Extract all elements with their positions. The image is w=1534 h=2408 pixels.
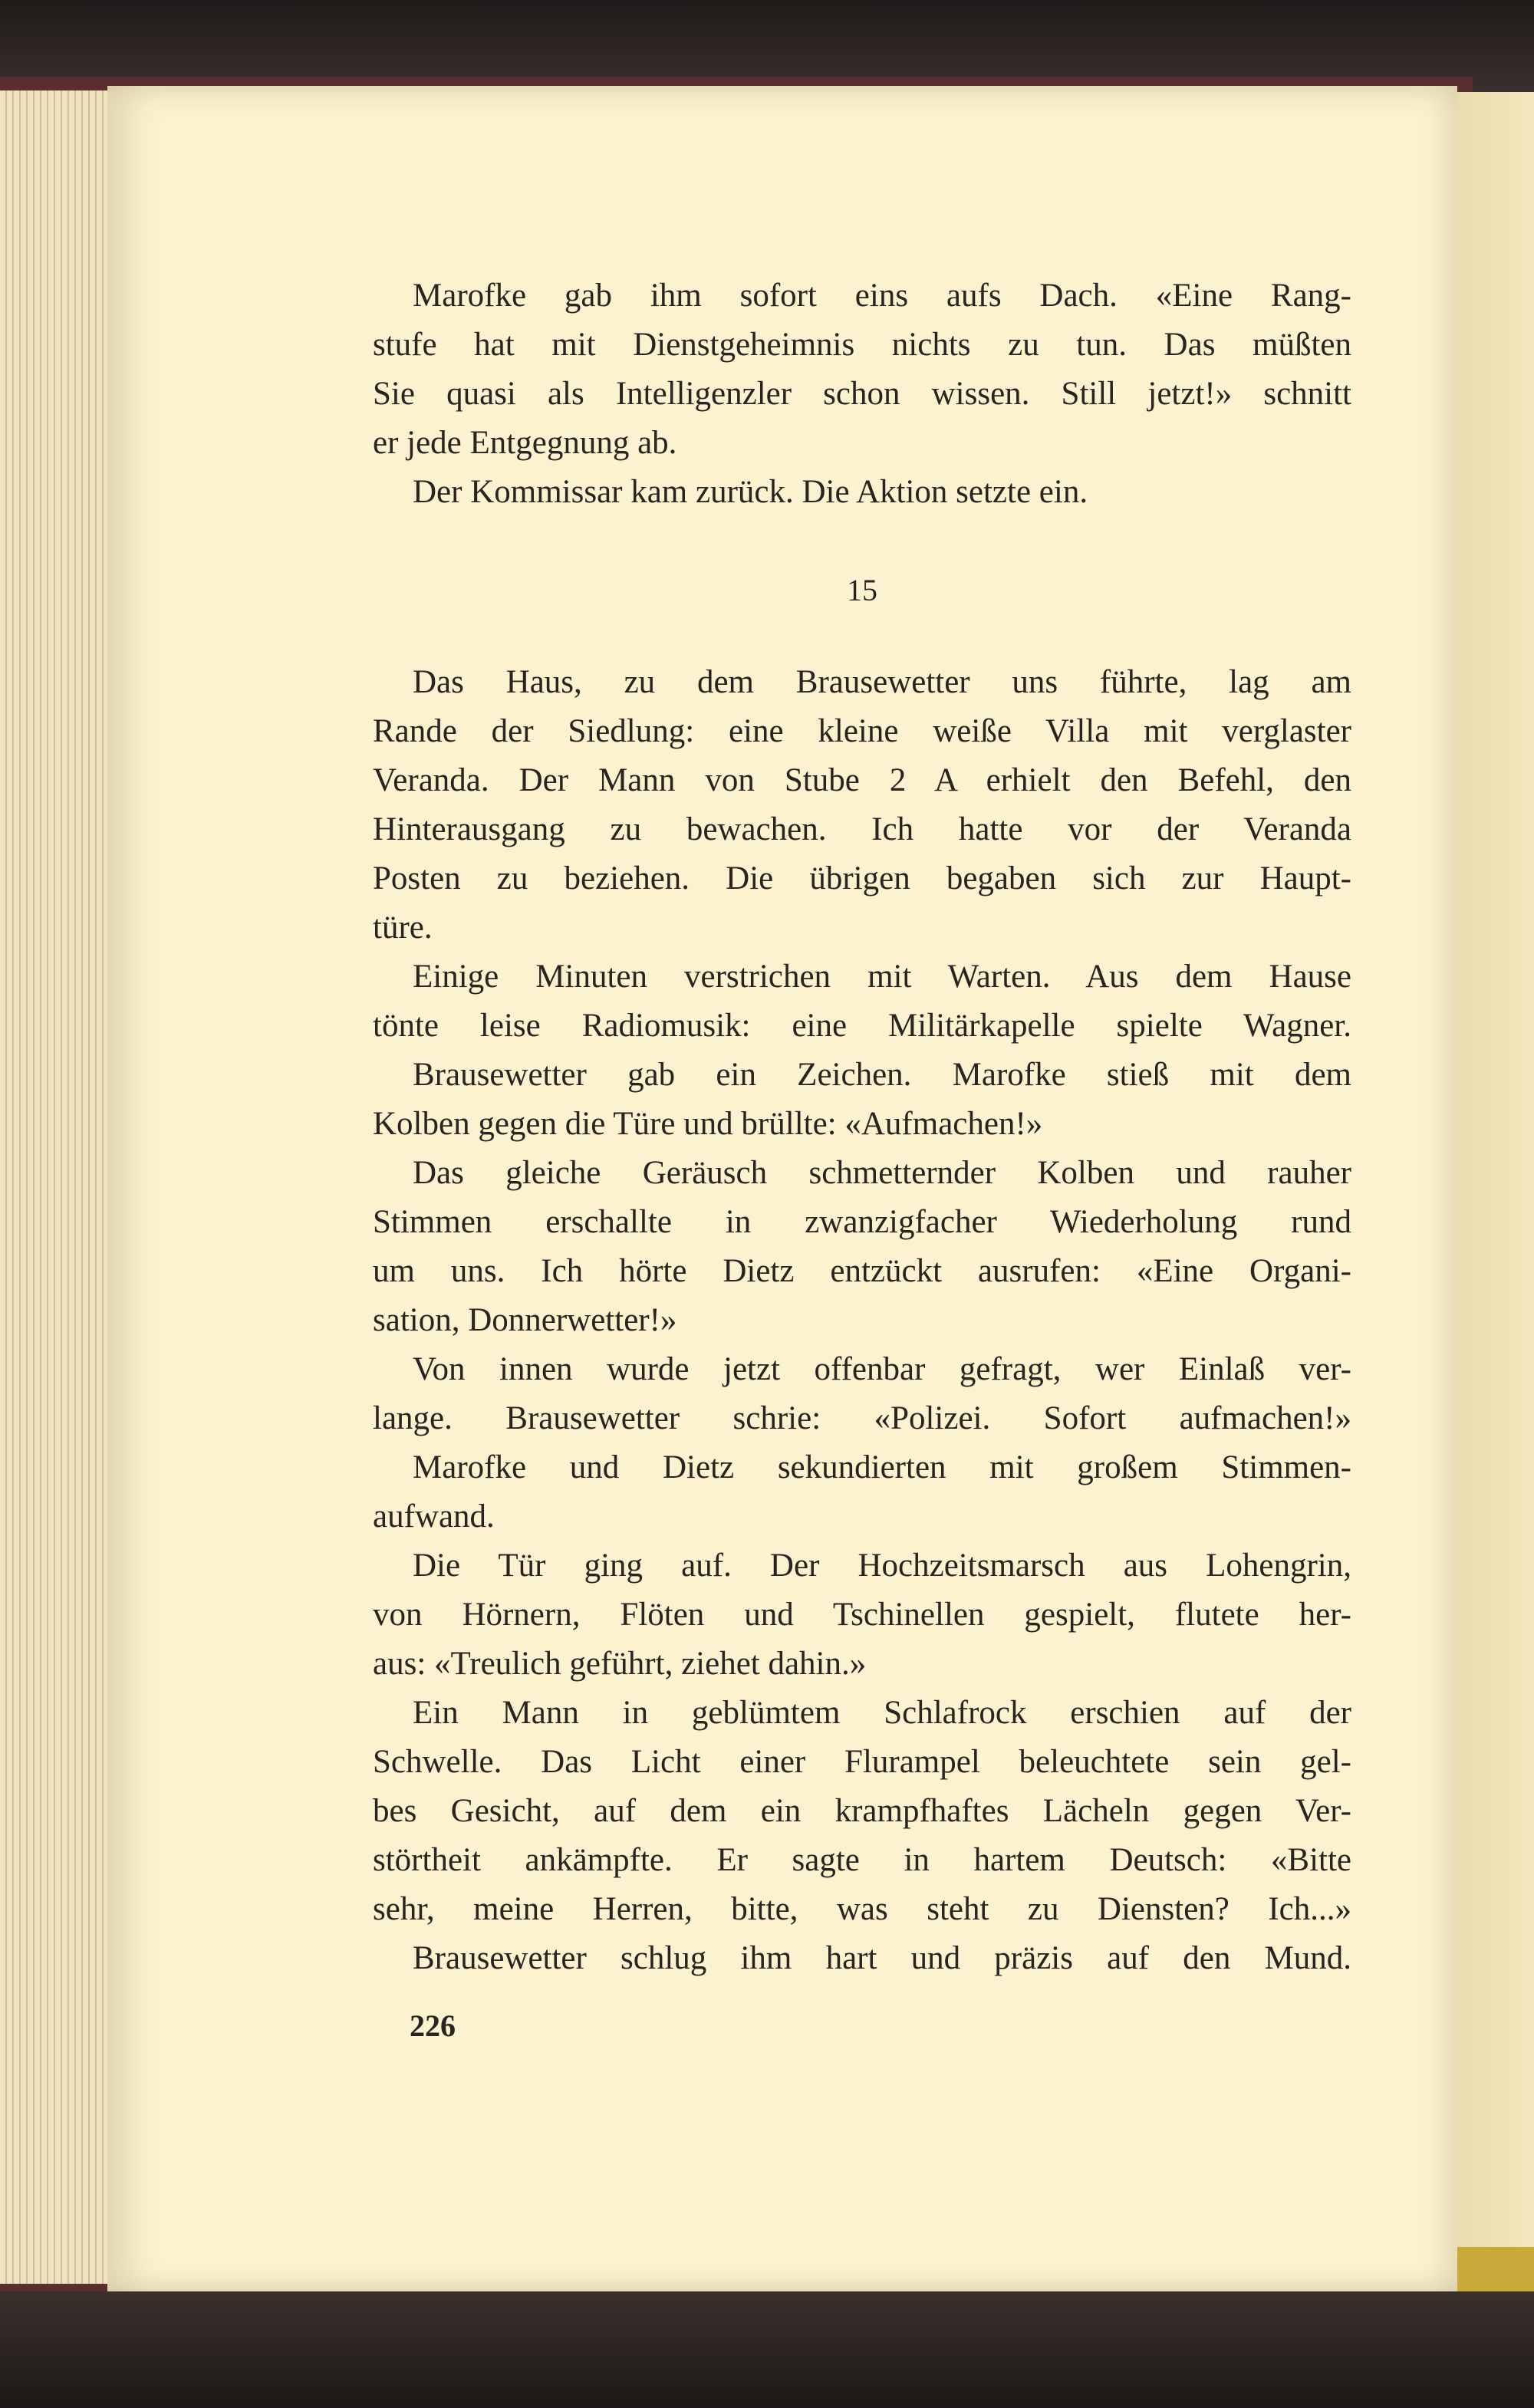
text-line: Posten zu beziehen. Die übrigen begaben sich zur Haupt-: [373, 860, 1351, 896]
text-line: er jede Entgegnung ab.: [373, 425, 677, 461]
page-stack-edges: [0, 90, 115, 2284]
text-line: Der Kommissar kam zurück. Die Aktion setzte ein.: [413, 474, 1088, 510]
text-line: sehr, meine Herren, bitte, was steht zu Diensten? Ich...»: [373, 1891, 1351, 1927]
text-line: aufwand.: [373, 1498, 495, 1535]
text-line: Marofke gab ihm sofort eins aufs Dach. «Eine Rang-: [413, 278, 1351, 314]
text-line: tönte leise Radiomusik: eine Militärkapelle spielte Wagner.: [373, 1008, 1351, 1044]
page-number: 226: [410, 2008, 456, 2043]
body-text: [373, 271, 1351, 1983]
text-line: Die Tür ging auf. Der Hochzeitsmarsch aus Lohengrin,: [413, 1548, 1351, 1584]
text-line: Einige Minuten verstrichen mit Warten. Aus dem Hause: [413, 959, 1351, 995]
facing-page-gilt-edge: [1457, 2247, 1534, 2293]
text-line: Ein Mann in geblümtem Schlafrock erschien auf der: [413, 1695, 1351, 1731]
text-line: Hinterausgang zu bewachen. Ich hatte vor der Veranda: [373, 811, 1351, 847]
text-line: um uns. Ich hörte Dietz entzückt ausrufen: «Eine Organi-: [373, 1253, 1351, 1289]
text-line: Von innen wurde jetzt offenbar gefragt, wer Einlaß ver-: [413, 1351, 1351, 1387]
text-line: sation, Donnerwetter!»: [373, 1302, 677, 1338]
text-line: Das Haus, zu dem Brausewetter uns führte, lag am: [413, 664, 1351, 700]
text-line: aus: «Treulich geführt, ziehet dahin.»: [373, 1646, 867, 1682]
chapter-number: 15: [847, 573, 877, 607]
text-line: Kolben gegen die Türe und brüllte: «Aufmachen!»: [373, 1106, 1043, 1142]
text-line: türe.: [373, 910, 433, 946]
scan-background-bottom: [0, 2291, 1534, 2408]
facing-page-edge: [1456, 92, 1534, 2285]
text-line: Sie quasi als Intelligenzler schon wissen. Still jetzt!» schnitt: [373, 376, 1351, 412]
text-line: Marofke und Dietz sekundierten mit großem Stimmen-: [413, 1449, 1351, 1485]
text-line: lange. Brausewetter schrie: «Polizei. Sofort aufmachen!»: [373, 1400, 1351, 1436]
text-line: Stimmen erschallte in zwanzigfacher Wiederholung rund: [373, 1204, 1351, 1240]
text-line: Brausewetter gab ein Zeichen. Marofke stieß mit dem: [413, 1057, 1351, 1093]
text-line: bes Gesicht, auf dem ein krampfhaftes Lächeln gegen Ver-: [373, 1793, 1351, 1829]
text-line: Rande der Siedlung: eine kleine weiße Villa mit verglaster: [373, 713, 1351, 749]
text-after-chapter: [373, 658, 1351, 1983]
text-line: Brausewetter schlug ihm hart und präzis auf den Mund.: [413, 1940, 1351, 1976]
text-line: störtheit ankämpfte. Er sagte in hartem Deutsch: «Bitte: [373, 1842, 1351, 1878]
text-line: von Hörnern, Flöten und Tschinellen gespielt, flutete her-: [373, 1597, 1351, 1633]
text-line: Das gleiche Geräusch schmetternder Kolben und rauher: [413, 1155, 1351, 1191]
text-line: stufe hat mit Dienstgeheimnis nichts zu tun. Das müßten: [373, 327, 1351, 363]
text-line: Veranda. Der Mann von Stube 2 A erhielt den Befehl, den: [373, 762, 1351, 798]
text-line: Schwelle. Das Licht einer Flurampel beleuchtete sein gel-: [373, 1744, 1351, 1780]
text-before-chapter: [373, 271, 1351, 517]
